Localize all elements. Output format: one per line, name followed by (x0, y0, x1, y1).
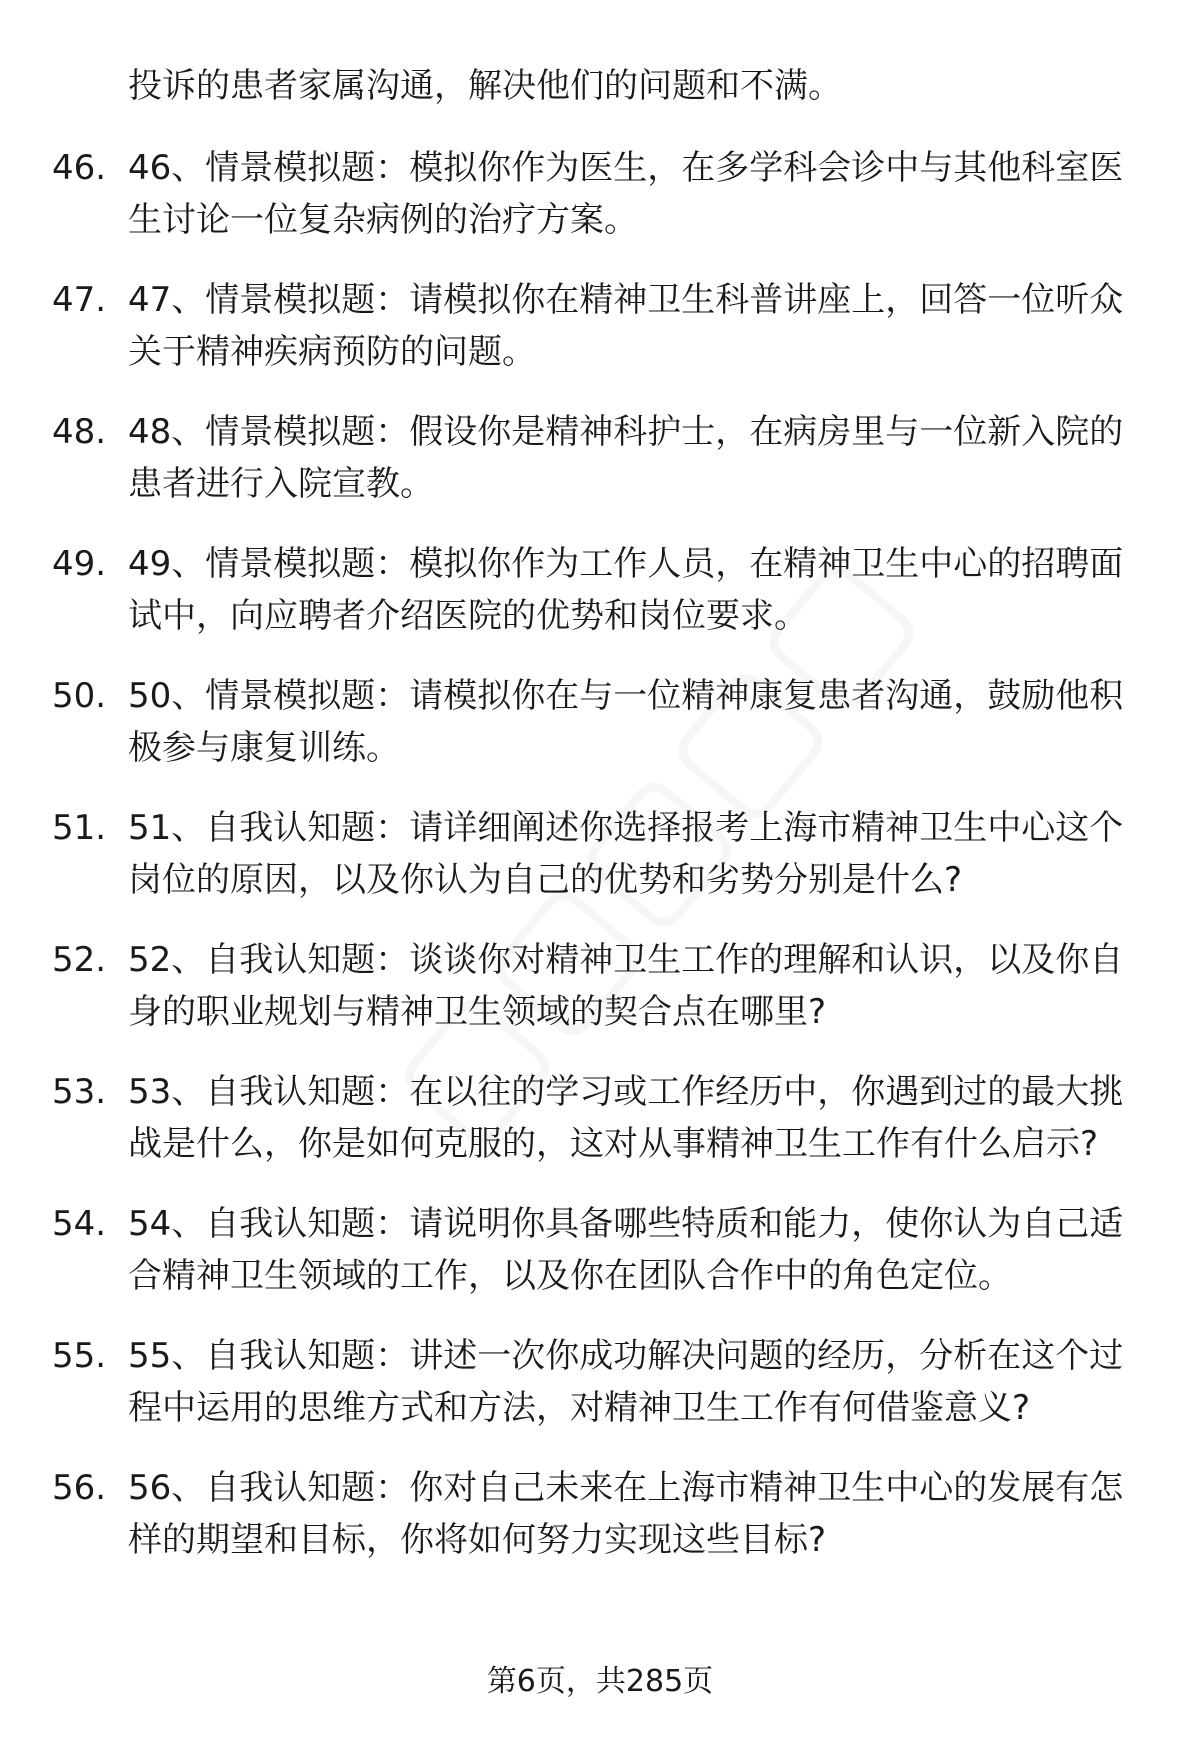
question-number: 47. (52, 280, 107, 320)
question-item (0, 1066, 1200, 1170)
question-text: 56、自我认知题：你对自己未来在上海市精神卫生中心的发展有怎样的期望和目标，你将如何努力实现这些目标? (128, 1468, 1124, 1560)
question-text: 53、自我认知题：在以往的学习或工作经历中，你遇到过的最大挑战是什么，你是如何克服的，这对从事精神卫生工作有什么启示? (128, 1072, 1124, 1164)
question-item (0, 142, 1200, 246)
question-item (0, 406, 1200, 510)
question-text: 54、自我认知题：请说明你具备哪些特质和能力，使你认为自己适合精神卫生领域的工作，以及你在团队合作中的角色定位。 (128, 1204, 1124, 1296)
question-number: 52. (52, 940, 107, 980)
page-footer: 第6页，共285页 (486, 1664, 714, 1699)
question-number: 51. (52, 808, 107, 848)
question-number: 55. (52, 1336, 107, 1376)
question-item (0, 538, 1200, 642)
question-item (0, 670, 1200, 774)
question-number: 54. (52, 1204, 107, 1244)
question-text: 55、自我认知题：讲述一次你成功解决问题的经历，分析在这个过程中运用的思维方式和方法，对精神卫生工作有何借鉴意义? (128, 1336, 1124, 1428)
question-text: 52、自我认知题：谈谈你对精神卫生工作的理解和认识，以及你自身的职业规划与精神卫生领域的契合点在哪里? (128, 940, 1124, 1032)
question-number: 49. (52, 544, 107, 584)
question-number: 56. (52, 1468, 107, 1508)
question-number: 53. (52, 1072, 107, 1112)
question-item (0, 934, 1200, 1038)
question-list (0, 142, 1200, 1594)
question-text: 47、情景模拟题：请模拟你在精神卫生科普讲座上，回答一位听众关于精神疾病预防的问题。 (128, 280, 1124, 372)
question-text: 50、情景模拟题：请模拟你在与一位精神康复患者沟通，鼓励他积极参与康复训练。 (128, 676, 1124, 768)
question-text: 51、自我认知题：请详细阐述你选择报考上海市精神卫生中心这个岗位的原因，以及你认为自己的优势和劣势分别是什么? (128, 808, 1124, 900)
question-text: 49、情景模拟题：模拟你作为工作人员，在精神卫生中心的招聘面试中，向应聘者介绍医院的优势和岗位要求。 (128, 544, 1124, 636)
question-text: 48、情景模拟题：假设你是精神科护士，在病房里与一位新入院的患者进行入院宣教。 (128, 412, 1124, 504)
question-item (0, 274, 1200, 378)
question-number: 48. (52, 412, 107, 452)
question-item (0, 1198, 1200, 1302)
question-number: 50. (52, 676, 107, 716)
question-item (0, 802, 1200, 906)
question-text: 46、情景模拟题：模拟你作为医生，在多学科会诊中与其他科室医生讨论一位复杂病例的治疗方案。 (128, 148, 1124, 240)
question-item (0, 1330, 1200, 1434)
continuation-text: 投诉的患者家属沟通，解决他们的问题和不满。 (128, 66, 842, 106)
question-item (0, 1462, 1200, 1566)
question-number: 46. (52, 148, 107, 188)
